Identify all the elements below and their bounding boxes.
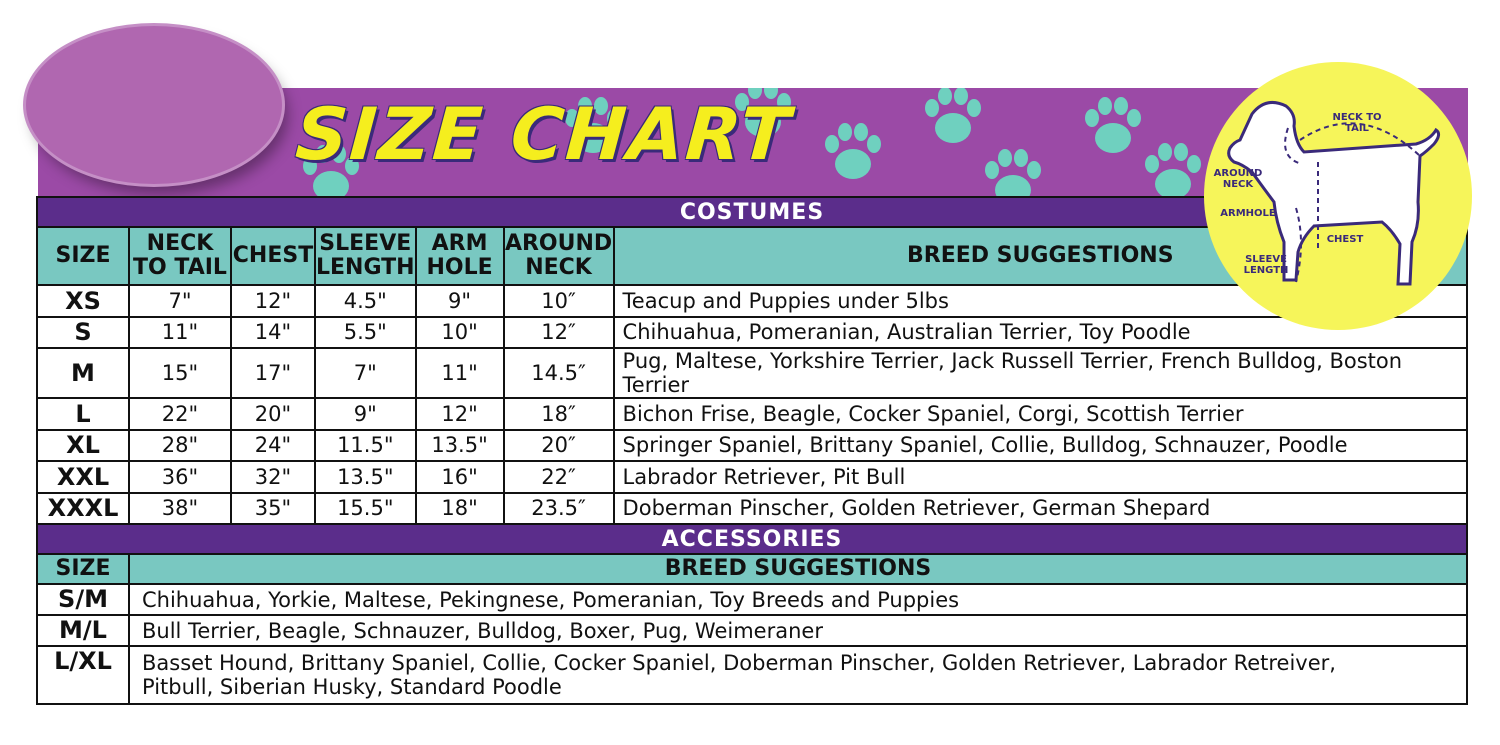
arm-hole-cell: 9" — [416, 285, 504, 317]
dog-silhouette-icon — [1204, 62, 1472, 330]
section-header-costumes: COSTUMES — [37, 197, 1467, 227]
around-neck-cell: 22″ — [504, 461, 614, 493]
neck-to-tail-cell: 38" — [129, 493, 231, 525]
breed-suggestions-cell: Springer Spaniel, Brittany Spaniel, Collie, Bulldog, Schnauzer, Poodle — [614, 430, 1467, 462]
breed-suggestions-cell — [129, 584, 1467, 615]
size-cell: XXXL — [37, 493, 129, 525]
breed-suggestions-cell — [129, 646, 1467, 704]
table-row — [37, 646, 1467, 704]
table-row — [37, 348, 1467, 398]
col-header-around-neck: AROUND NECK — [504, 227, 614, 285]
col-header-acc-size: SIZE — [37, 554, 129, 584]
col-header-neck-to-tail: NECK TO TAIL — [129, 227, 231, 285]
sleeve-length-cell: 5.5" — [315, 317, 416, 349]
size-cell: XXL — [37, 461, 129, 493]
sleeve-length-cell: 15.5" — [315, 493, 416, 525]
size-cell: XS — [37, 285, 129, 317]
section-header-accessories: ACCESSORIES — [37, 524, 1467, 554]
around-neck-cell: 10″ — [504, 285, 614, 317]
breed-suggestions-cell: Chihuahua, Pomeranian, Australian Terrier, Toy Poodle — [614, 317, 1467, 349]
col-header-chest: CHEST — [231, 227, 315, 285]
sleeve-length-cell: 4.5" — [315, 285, 416, 317]
size-cell: M — [37, 348, 129, 398]
chest-cell: 17" — [231, 348, 315, 398]
chest-cell: 32" — [231, 461, 315, 493]
table-row — [37, 615, 1467, 646]
size-cell: L/XL — [37, 646, 129, 704]
arm-hole-cell: 16" — [416, 461, 504, 493]
arm-hole-cell: 12" — [416, 398, 504, 430]
col-header-breed-suggestions: BREED SUGGESTIONS — [614, 227, 1467, 285]
table-row — [37, 461, 1467, 493]
neck-to-tail-cell: 28" — [129, 430, 231, 462]
breed-suggestions-cell — [129, 615, 1467, 646]
paw-print-icon — [818, 118, 888, 188]
around-neck-cell: 14.5″ — [504, 348, 614, 398]
arm-hole-cell: 11" — [416, 348, 504, 398]
chest-cell: 35" — [231, 493, 315, 525]
sleeve-length-cell: 13.5" — [315, 461, 416, 493]
breed-line: Chihuahua, Yorkie, Maltese, Pekingnese, Pomeranian, Toy Breeds and Puppies — [142, 587, 960, 612]
around-neck-cell: 20″ — [504, 430, 614, 462]
size-cell: XL — [37, 430, 129, 462]
paw-print-icon — [978, 144, 1048, 196]
col-header-size: SIZE — [37, 227, 129, 285]
label-sleeve-length: SLEEVE LENGTH — [1243, 254, 1289, 276]
table-row — [37, 430, 1467, 462]
neck-to-tail-cell: 22" — [129, 398, 231, 430]
breed-suggestions-cell: Teacup and Puppies under 5lbs — [614, 285, 1467, 317]
arm-hole-cell: 18" — [416, 493, 504, 525]
breed-line: Bull Terrier, Beagle, Schnauzer, Bulldog, Boxer, Pug, Weimeraner — [142, 618, 823, 643]
col-header-acc-breed-suggestions: BREED SUGGESTIONS — [129, 554, 1467, 584]
around-neck-cell: 18″ — [504, 398, 614, 430]
page-title: SIZE CHART — [293, 92, 795, 176]
label-around-neck: AROUND NECK — [1213, 168, 1263, 190]
col-header-arm-hole: ARM HOLE — [416, 227, 504, 285]
label-chest: CHEST — [1326, 234, 1364, 245]
col-header-sleeve-length: SLEEVE LENGTH — [315, 227, 416, 285]
breed-line: Pitbull, Siberian Husky, Standard Poodle — [142, 675, 562, 699]
arm-hole-cell: 13.5" — [416, 430, 504, 462]
arm-hole-cell: 10" — [416, 317, 504, 349]
table-row — [37, 398, 1467, 430]
chest-cell: 14" — [231, 317, 315, 349]
breed-line: Basset Hound, Brittany Spaniel, Collie, Cocker Spaniel, Doberman Pinscher, Golden Retriever, Labrador Retreiver, — [142, 651, 1336, 675]
neck-to-tail-cell: 15" — [129, 348, 231, 398]
chest-cell: 20" — [231, 398, 315, 430]
size-cell: S — [37, 317, 129, 349]
measurement-diagram — [1204, 62, 1472, 330]
size-cell: L — [37, 398, 129, 430]
breed-suggestions-cell: Doberman Pinscher, Golden Retriever, German Shepard — [614, 493, 1467, 525]
table-row — [37, 493, 1467, 525]
size-cell: S/M — [37, 584, 129, 615]
sleeve-length-cell: 9" — [315, 398, 416, 430]
paw-print-icon — [1138, 138, 1208, 196]
neck-to-tail-cell: 11" — [129, 317, 231, 349]
around-neck-cell: 23.5″ — [504, 493, 614, 525]
neck-to-tail-cell: 36" — [129, 461, 231, 493]
around-neck-cell: 12″ — [504, 317, 614, 349]
label-neck-to-tail: NECK TO TAIL — [1332, 112, 1382, 134]
chest-cell: 12" — [231, 285, 315, 317]
sleeve-length-cell: 7" — [315, 348, 416, 398]
table-row — [37, 584, 1467, 615]
sleeve-length-cell: 11.5" — [315, 430, 416, 462]
breed-suggestions-cell: Pug, Maltese, Yorkshire Terrier, Jack Russell Terrier, French Bulldog, Boston Terrier — [614, 348, 1467, 398]
breed-suggestions-cell: Bichon Frise, Beagle, Cocker Spaniel, Corgi, Scottish Terrier — [614, 398, 1467, 430]
breed-suggestions-cell: Labrador Retriever, Pit Bull — [614, 461, 1467, 493]
paw-print-icon — [918, 88, 988, 152]
size-cell: M/L — [37, 615, 129, 646]
label-armhole: ARMHOLE — [1220, 208, 1276, 219]
decorative-oval — [26, 26, 282, 184]
neck-to-tail-cell: 7" — [129, 285, 231, 317]
chest-cell: 24" — [231, 430, 315, 462]
